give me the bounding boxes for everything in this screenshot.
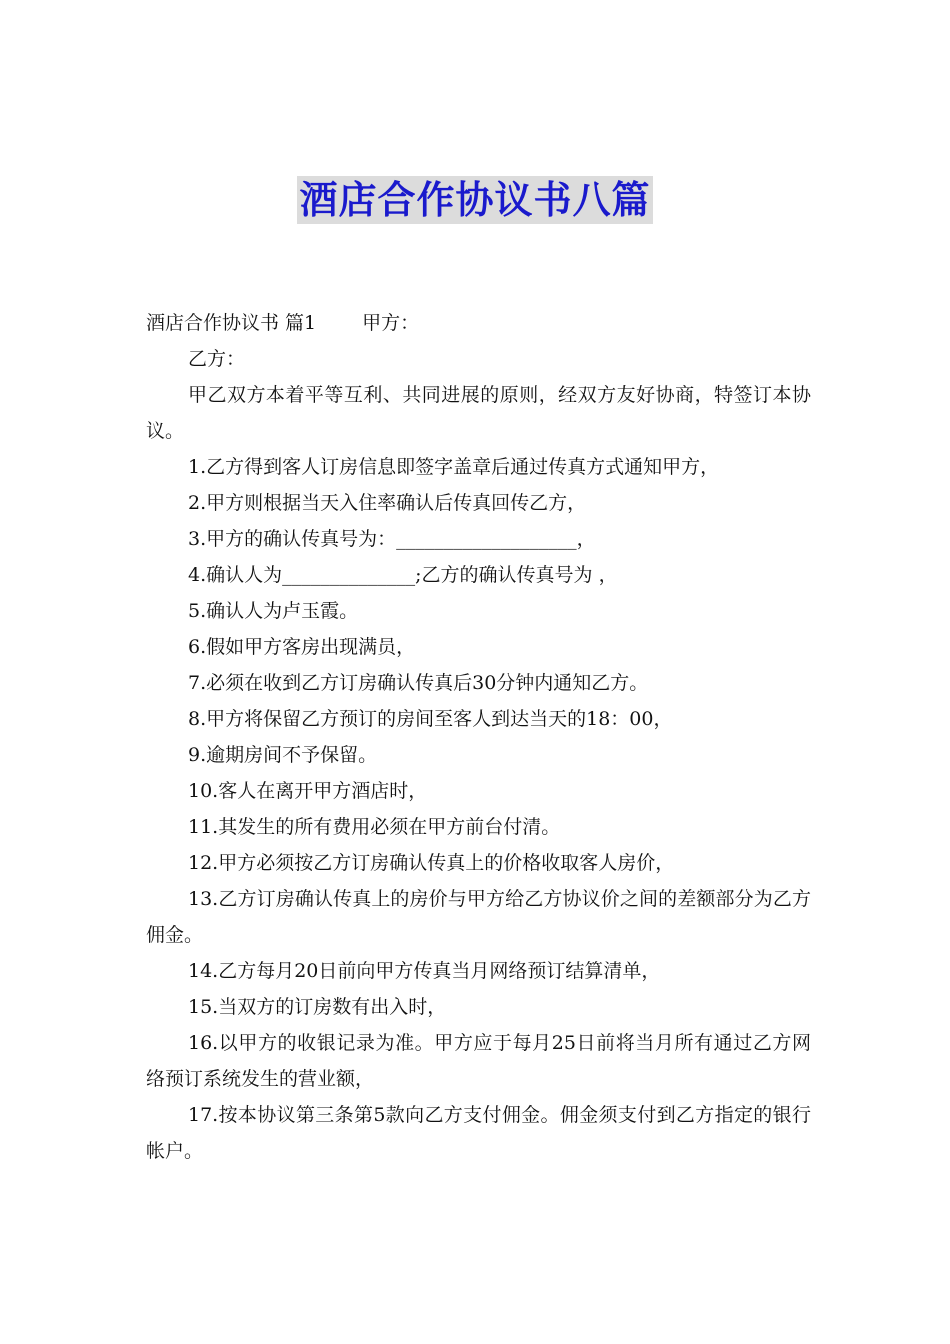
party-a-label: 甲方： <box>362 312 420 334</box>
clause-item: 2.甲方则根据当天入住率确认后传真回传乙方， <box>188 492 587 514</box>
clause-item: 11.其发生的所有费用必须在甲方前台付清。 <box>188 816 561 838</box>
clause-item: 10.客人在离开甲方酒店时， <box>188 780 428 802</box>
clause-item: 6.假如甲方客房出现满员， <box>188 636 416 658</box>
document-title: 酒店合作协议书八篇 <box>299 178 651 222</box>
clause-item: 3.甲方的确认传真号为：___________________， <box>188 528 596 550</box>
clause-item: 12.甲方必须按乙方订房确认传真上的价格收取客人房价， <box>188 852 675 874</box>
document-body <box>146 305 811 1169</box>
clause-item: 16.以甲方的收银记录为准。甲方应于每月25日前将当月所有通过乙方网络预订系统发生的营业额， <box>146 1032 811 1090</box>
clause-item: 4.确认人为______________;乙方的确认传真号为 ， <box>188 564 618 586</box>
clause-item: 15.当双方的订房数有出入时， <box>188 996 447 1018</box>
clause-item: 17.按本协议第三条第5款向乙方支付佣金。佣金须支付到乙方指定的银行帐户。 <box>146 1104 811 1162</box>
paragraph: 乙方： <box>188 348 246 370</box>
paragraph: 甲乙双方本着平等互利、共同进展的原则，经双方友好协商，特签订本协议。 <box>146 384 811 442</box>
title-container <box>0 176 950 224</box>
clause-item: 1.乙方得到客人订房信息即签字盖章后通过传真方式通知甲方， <box>188 456 720 478</box>
clause-item: 7.必须在收到乙方订房确认传真后30分钟内通知乙方。 <box>188 672 649 694</box>
clause-item: 13.乙方订房确认传真上的房价与甲方给乙方协议价之间的差额部分为乙方佣金。 <box>146 888 811 946</box>
section-heading: 酒店合作协议书 篇1 <box>146 312 317 334</box>
clause-item: 9.逾期房间不予保留。 <box>188 744 378 766</box>
clause-item: 8.甲方将保留乙方预订的房间至客人到达当天的18：00， <box>188 708 673 730</box>
clause-item: 5.确认人为卢玉霞。 <box>188 600 359 622</box>
clause-item: 14.乙方每月20日前向甲方传真当月网络预订结算清单， <box>188 960 661 982</box>
heading-line <box>146 305 811 341</box>
